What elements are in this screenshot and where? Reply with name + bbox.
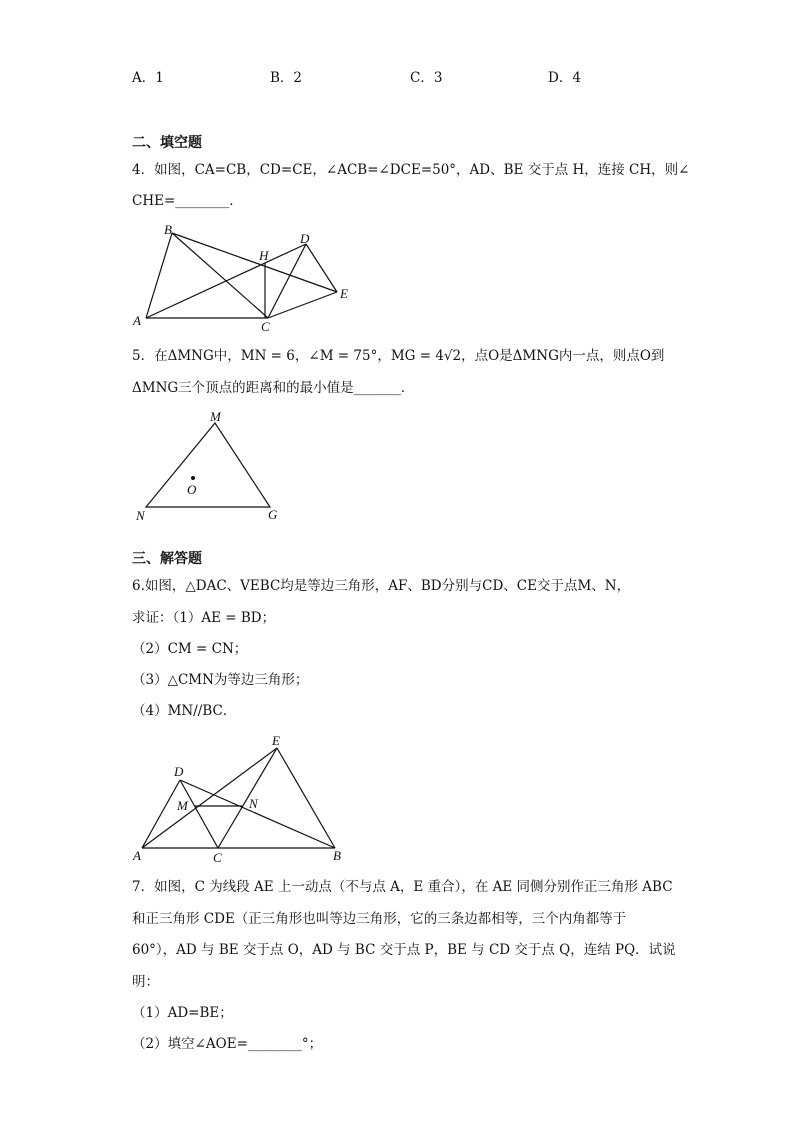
- q4-text-line2: CHE=________．: [132, 193, 243, 209]
- q5-label-n: N: [136, 508, 145, 523]
- choice-a: A．1: [132, 70, 164, 86]
- q4-label-d: D: [300, 231, 310, 246]
- q6-label-a: A: [133, 848, 141, 863]
- q4-label-e: E: [340, 286, 348, 301]
- q4-text-line1: 4．如图，CA=CB，CD=CE，∠ACB=∠DCE=50°，AD、BE 交于点 H，连接 CH，则∠: [132, 162, 690, 178]
- q6-label-c: C: [213, 850, 222, 865]
- q6-label-e: E: [272, 733, 280, 748]
- q7-text-line4: 明：: [132, 974, 159, 990]
- q7-text-line6: （2）填空∠AOE=________°；: [132, 1036, 323, 1052]
- q4-label-a: A: [133, 313, 141, 328]
- q6-text-line5: （4）MN//BC．: [132, 703, 237, 719]
- q6-text-line1: 6.如图，△DAC、VEBC均是等边三角形，AF、BD分别与CD、CE交于点M、N，: [132, 578, 631, 594]
- q6-text-line3: （2）CM = CN；: [132, 641, 248, 657]
- q5-label-o: O: [187, 482, 197, 497]
- q7-text-line1: 7．如图，C 为线段 AE 上一动点（不与点 A，E 重合），在 AE 同侧分别作正三角形 ABC: [132, 879, 673, 895]
- q5-text-line1: 5．在ΔMNG中，MN = 6，∠M = 75°，MG = 4√2，点O是ΔMNG内一点，则点O到: [132, 348, 665, 364]
- q5-label-m: M: [210, 409, 221, 424]
- q5-label-g: G: [268, 507, 278, 522]
- choice-c: C．3: [410, 70, 443, 86]
- q6-label-d: D: [174, 764, 184, 779]
- q6-label-m: M: [177, 798, 188, 813]
- choice-d: D．4: [548, 70, 581, 86]
- q5-text-line2: ΔMNG三个顶点的距离和的最小值是_______．: [132, 380, 415, 396]
- q6-text-line2: 求证：（1）AE = BD；: [132, 610, 276, 626]
- choice-b: B．2: [270, 70, 303, 86]
- q6-lines: [142, 748, 335, 848]
- q6-label-n: N: [249, 796, 258, 811]
- q4-label-b: B: [164, 222, 172, 237]
- q4-label-c: C: [261, 319, 270, 334]
- q6-text-line4: （3）△CMN为等边三角形；: [132, 672, 309, 688]
- section2-title: 二、填空题: [132, 135, 202, 151]
- q7-text-line2: 和正三角形 CDE（正三角形也叫等边三角形，它的三条边都相等，三个内角都等于: [132, 911, 627, 927]
- section3-title: 三、解答题: [132, 551, 202, 567]
- q6-label-b: B: [333, 848, 341, 863]
- q7-text-line3: 60°），AD 与 BE 交于点 O，AD 与 BC 交于点 P，BE 与 CD 交于点 Q，连结 PQ．试说: [132, 942, 676, 958]
- q4-label-h: H: [259, 248, 269, 263]
- q7-text-line5: （1）AD=BE；: [132, 1005, 233, 1021]
